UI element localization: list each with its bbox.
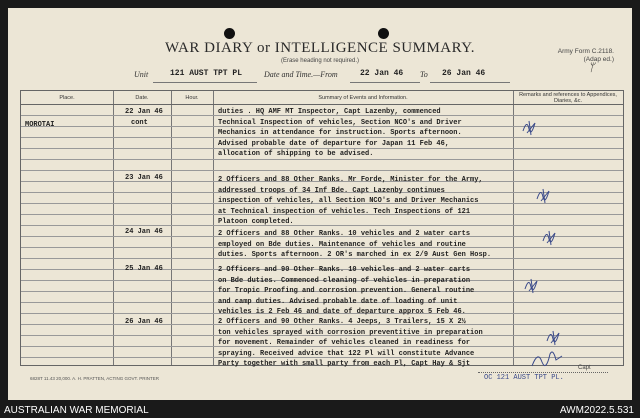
entry-line: duties. Sports afternoon. 2 OR's marched in ex 2/9 Aust Gen Hosp.: [218, 251, 492, 259]
entry-text: [218, 229, 491, 261]
entry-line: employed on Bde duties. Maintenance of vehicles and routine: [218, 240, 466, 249]
diary-page: [8, 8, 632, 400]
initials-mark: [525, 279, 537, 293]
entry-line: at Technical inspection of vehicles. Tech Inspections of 121: [218, 207, 471, 216]
form-number: [558, 48, 614, 64]
entry-line: allocation of shipping to be advised.: [218, 150, 374, 158]
from-value: 22 Jan 46: [360, 69, 404, 78]
entry-line: for Tropic Proofing and corrosion prevention. General routine: [218, 287, 475, 295]
signature-stamp: OC 121 AUST TPT PL.: [484, 374, 564, 382]
entry-line: ton vehicles sprayed with corrosion preventitive in preparation: [218, 328, 483, 337]
from-underline: [350, 82, 420, 83]
form-note-text: (Adap ed.): [583, 56, 614, 63]
to-label: To: [420, 70, 428, 79]
archive-name: AUSTRALIAN WAR MEMORIAL: [4, 405, 149, 416]
unit-label: Unit: [134, 70, 149, 79]
entry-text: [218, 107, 462, 160]
col-header-place: Place.: [59, 95, 75, 101]
unit-value: 121 AUST TPT PL: [170, 69, 243, 78]
entry-date: 25 Jan 46: [125, 265, 163, 273]
entry-line: on Bde duties. Commenced cleaning of vehicles in preparation: [218, 276, 471, 285]
entry-line: 2 Officers and 88 Other Ranks. 10 vehicles and 2 water carts: [218, 230, 471, 238]
remarks-initials: [515, 91, 623, 365]
entry-line: Party together with small party from each Pl, Capt Hay & Sjt: [218, 360, 471, 368]
punch-hole-left: [224, 28, 235, 39]
form-subtitle: (Erase heading not required.): [280, 58, 360, 64]
initials-mark: [523, 121, 535, 135]
entry-line: addressed troops of 34 Inf Bde. Capt Lazenby continues: [218, 186, 445, 195]
entry-line: Platoon completed.: [218, 218, 294, 226]
initials-mark: [543, 231, 555, 245]
header-mark: ᛘ: [588, 62, 595, 74]
to-underline: [430, 82, 510, 83]
entry-text: [218, 175, 483, 228]
entry-line: inspection of vehicles, all Section NCO's and Driver Mechanics: [218, 197, 479, 205]
signature-line: [478, 372, 608, 373]
entry-line: Mechanics in attendance for instruction. Sports afternoon.: [218, 129, 462, 137]
to-value: 26 Jan 46: [442, 69, 486, 78]
col-header-remarks: Remarks and references to Appendices, Diaries, &c.: [519, 92, 617, 104]
entry-date: 23 Jan 46: [125, 174, 163, 182]
archive-id: AWM2022.5.531: [559, 405, 634, 416]
signature-scrawl: [528, 348, 568, 372]
entry-line: Advised probable date of departure for Japan 11 Feb 46,: [218, 139, 450, 148]
initials-mark: [547, 331, 559, 345]
entry-line: 2 Officers and 88 Other Ranks. Mr Forde, Minister for the Army,: [218, 176, 483, 184]
entry-line: 2 Officers and 90 Other Ranks. 10 vehicles and 2 water carts: [218, 266, 471, 274]
signature-stroke: [532, 352, 562, 366]
initials-mark: [537, 189, 549, 203]
entry-text: [218, 265, 474, 318]
entry-text: [218, 317, 483, 370]
entry-line: 2 Officers and 90 Other Ranks. 4 Jeeps, 3 Trailers, 15 X 2½: [218, 318, 466, 326]
entry-line: and camp duties. Advised probable date of loading of unit: [218, 297, 458, 306]
entry-date: 22 Jan 46: [125, 108, 163, 116]
col-header-summary: Summary of Events and Information.: [318, 95, 408, 101]
printer-imprint: 6828T 11.43 20,000. A. H. PRATTEN, ACTING GOVT. PRINTER: [30, 376, 160, 381]
entry-date: 24 Jan 46: [125, 228, 163, 236]
entry-line: for movement. Remainder of vehicles cleaned in readiness for: [218, 339, 471, 347]
entry-line: Technical Inspection of vehicles, Section NCO's and Driver: [218, 118, 462, 127]
col-header-hour: Hour.: [185, 95, 199, 101]
form-number-text: Army Form C.2118.: [557, 48, 614, 55]
col-header-date: Date.: [135, 95, 149, 101]
entry-line: vehicles is 2 Feb 46 and date of departure approx 5 Feb 46.: [218, 308, 466, 316]
unit-underline: [153, 82, 257, 83]
entry-date: 26 Jan 46: [125, 318, 163, 326]
entry-line: duties . HQ AMF MT Inspector, Capt Lazenby, commenced: [218, 108, 441, 116]
entry-line: spraying. Received advice that 122 Pl will constitute Advance: [218, 349, 475, 358]
date-label: Date and Time.—From: [264, 70, 338, 79]
entry-place: MOROTAI: [25, 121, 55, 129]
form-title: WAR DIARY or INTELLIGENCE SUMMARY.: [165, 40, 475, 56]
entry-date-cont: cont: [131, 119, 148, 127]
capt-label: Capt: [578, 365, 591, 371]
diary-table: [20, 90, 624, 366]
punch-hole-right: [378, 28, 389, 39]
